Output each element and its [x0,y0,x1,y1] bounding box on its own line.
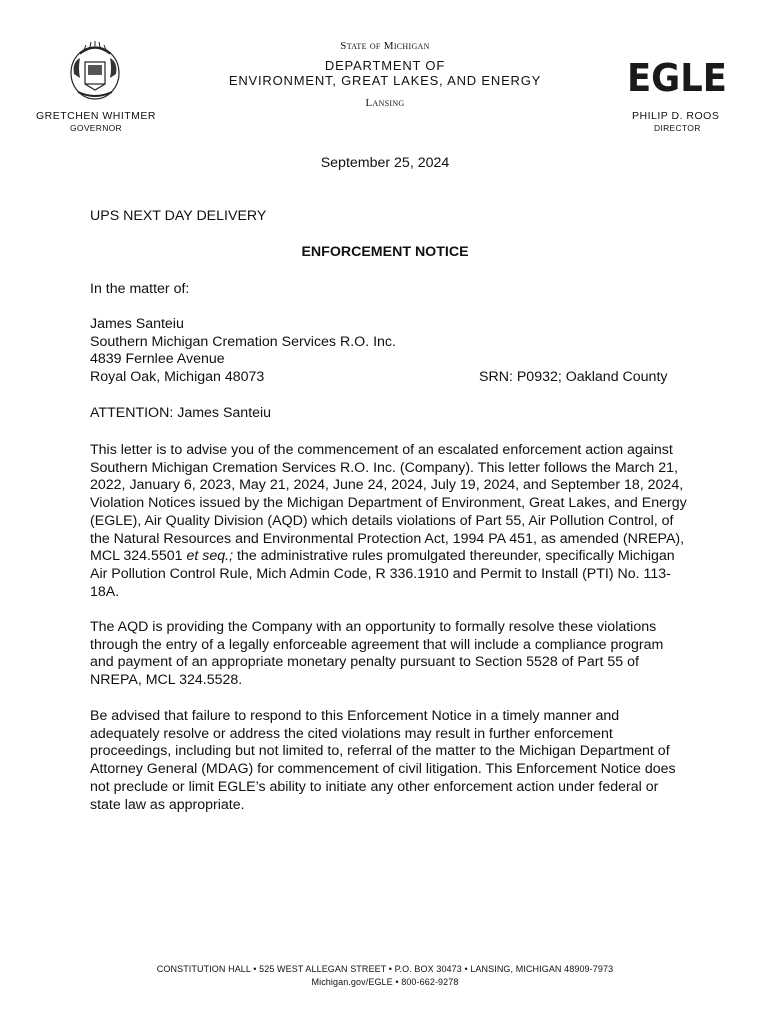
department-heading-line1: DEPARTMENT OF [324,58,446,73]
italic-phrase: et seq.; [186,548,234,565]
svg-text:EGLE: EGLE [627,60,727,94]
paragraph-1: This letter is to advise you of the commencement of an escalated enforcement action against Southern Michigan Cremation Services R.O. Inc. (Company). This letter follows the March 21, 2022, January 6, 2023, May 21, 2024, June 24, 2024, July 19, 2024, and September 18, 2024, Violation Notices issued by the Michigan Department of Environment, Great Lakes, and Energy (EGLE), Air Quality Division (AQD) which details violations of Part 55, Air Pollution Control, of the Natural Resources and Environmental Protection Act, 1994 PA 451, as amended (NREPA), MCL 324.5501 et seq.; the administrative rules promulgated thereunder, specifically Michigan Air Pollution Control Rule, Mich Admin Code, R 336.1910 and Permit to Install (PTI) No. 113-18A. [90,442,687,600]
address-line: Royal Oak, Michigan 48073 [90,369,265,386]
matter-line: In the matter of: [90,281,190,297]
paragraph-2: The AQD is providing the Company with an opportunity to formally resolve these violations through the entry of a legally enforceable agreement that will include a compliance program and payment of an appropriate monetary penalty pursuant to Section 5528 of Part 55 of NREPA, MCL 324.5528. [90,619,664,689]
paragraph-3: Be advised that failure to respond to this Enforcement Notice in a timely manner and adequately resolve or address the cited violations may result in further enforcement proceedings, including but not limited to, referral of the matter to the Michigan Department of Attorney General (MDAG) for commencement of civil litigation. This Enforcement Notice does not preclude or limit EGLE’s ability to initiate any other enforcement action under federal or state law as appropriate. [90,708,676,813]
notice-title: ENFORCEMENT NOTICE [301,244,469,260]
footer-contact: Michigan.gov/EGLE • 800-662-9278 [311,977,459,987]
attention-line: ATTENTION: James Santeiu [90,405,272,421]
delivery-method: UPS NEXT DAY DELIVERY [90,208,267,224]
director-title: DIRECTOR [654,123,701,133]
city-heading: Lansing [365,97,405,109]
address-line: James Santeiu [90,316,184,332]
governor-name: GRETCHEN WHITMER [36,110,156,122]
srn-reference: SRN: P0932; Oakland County [479,369,668,385]
state-heading: State of Michigan [340,40,430,52]
address-line: Southern Michigan Cremation Services R.O. Inc. [90,333,396,350]
footer-address: CONSTITUTION HALL • 525 WEST ALLEGAN STREET • P.O. BOX 30473 • LANSING, MICHIGAN 48909-7973 [156,964,614,974]
director-name: PHILIP D. ROOS [632,110,720,122]
address-line: 4839 Fernlee Avenue [90,351,225,368]
department-heading-line2: ENVIRONMENT, GREAT LAKES, AND ENERGY [228,73,542,88]
governor-title: GOVERNOR [70,123,122,133]
letter-date: September 25, 2024 [320,155,450,171]
